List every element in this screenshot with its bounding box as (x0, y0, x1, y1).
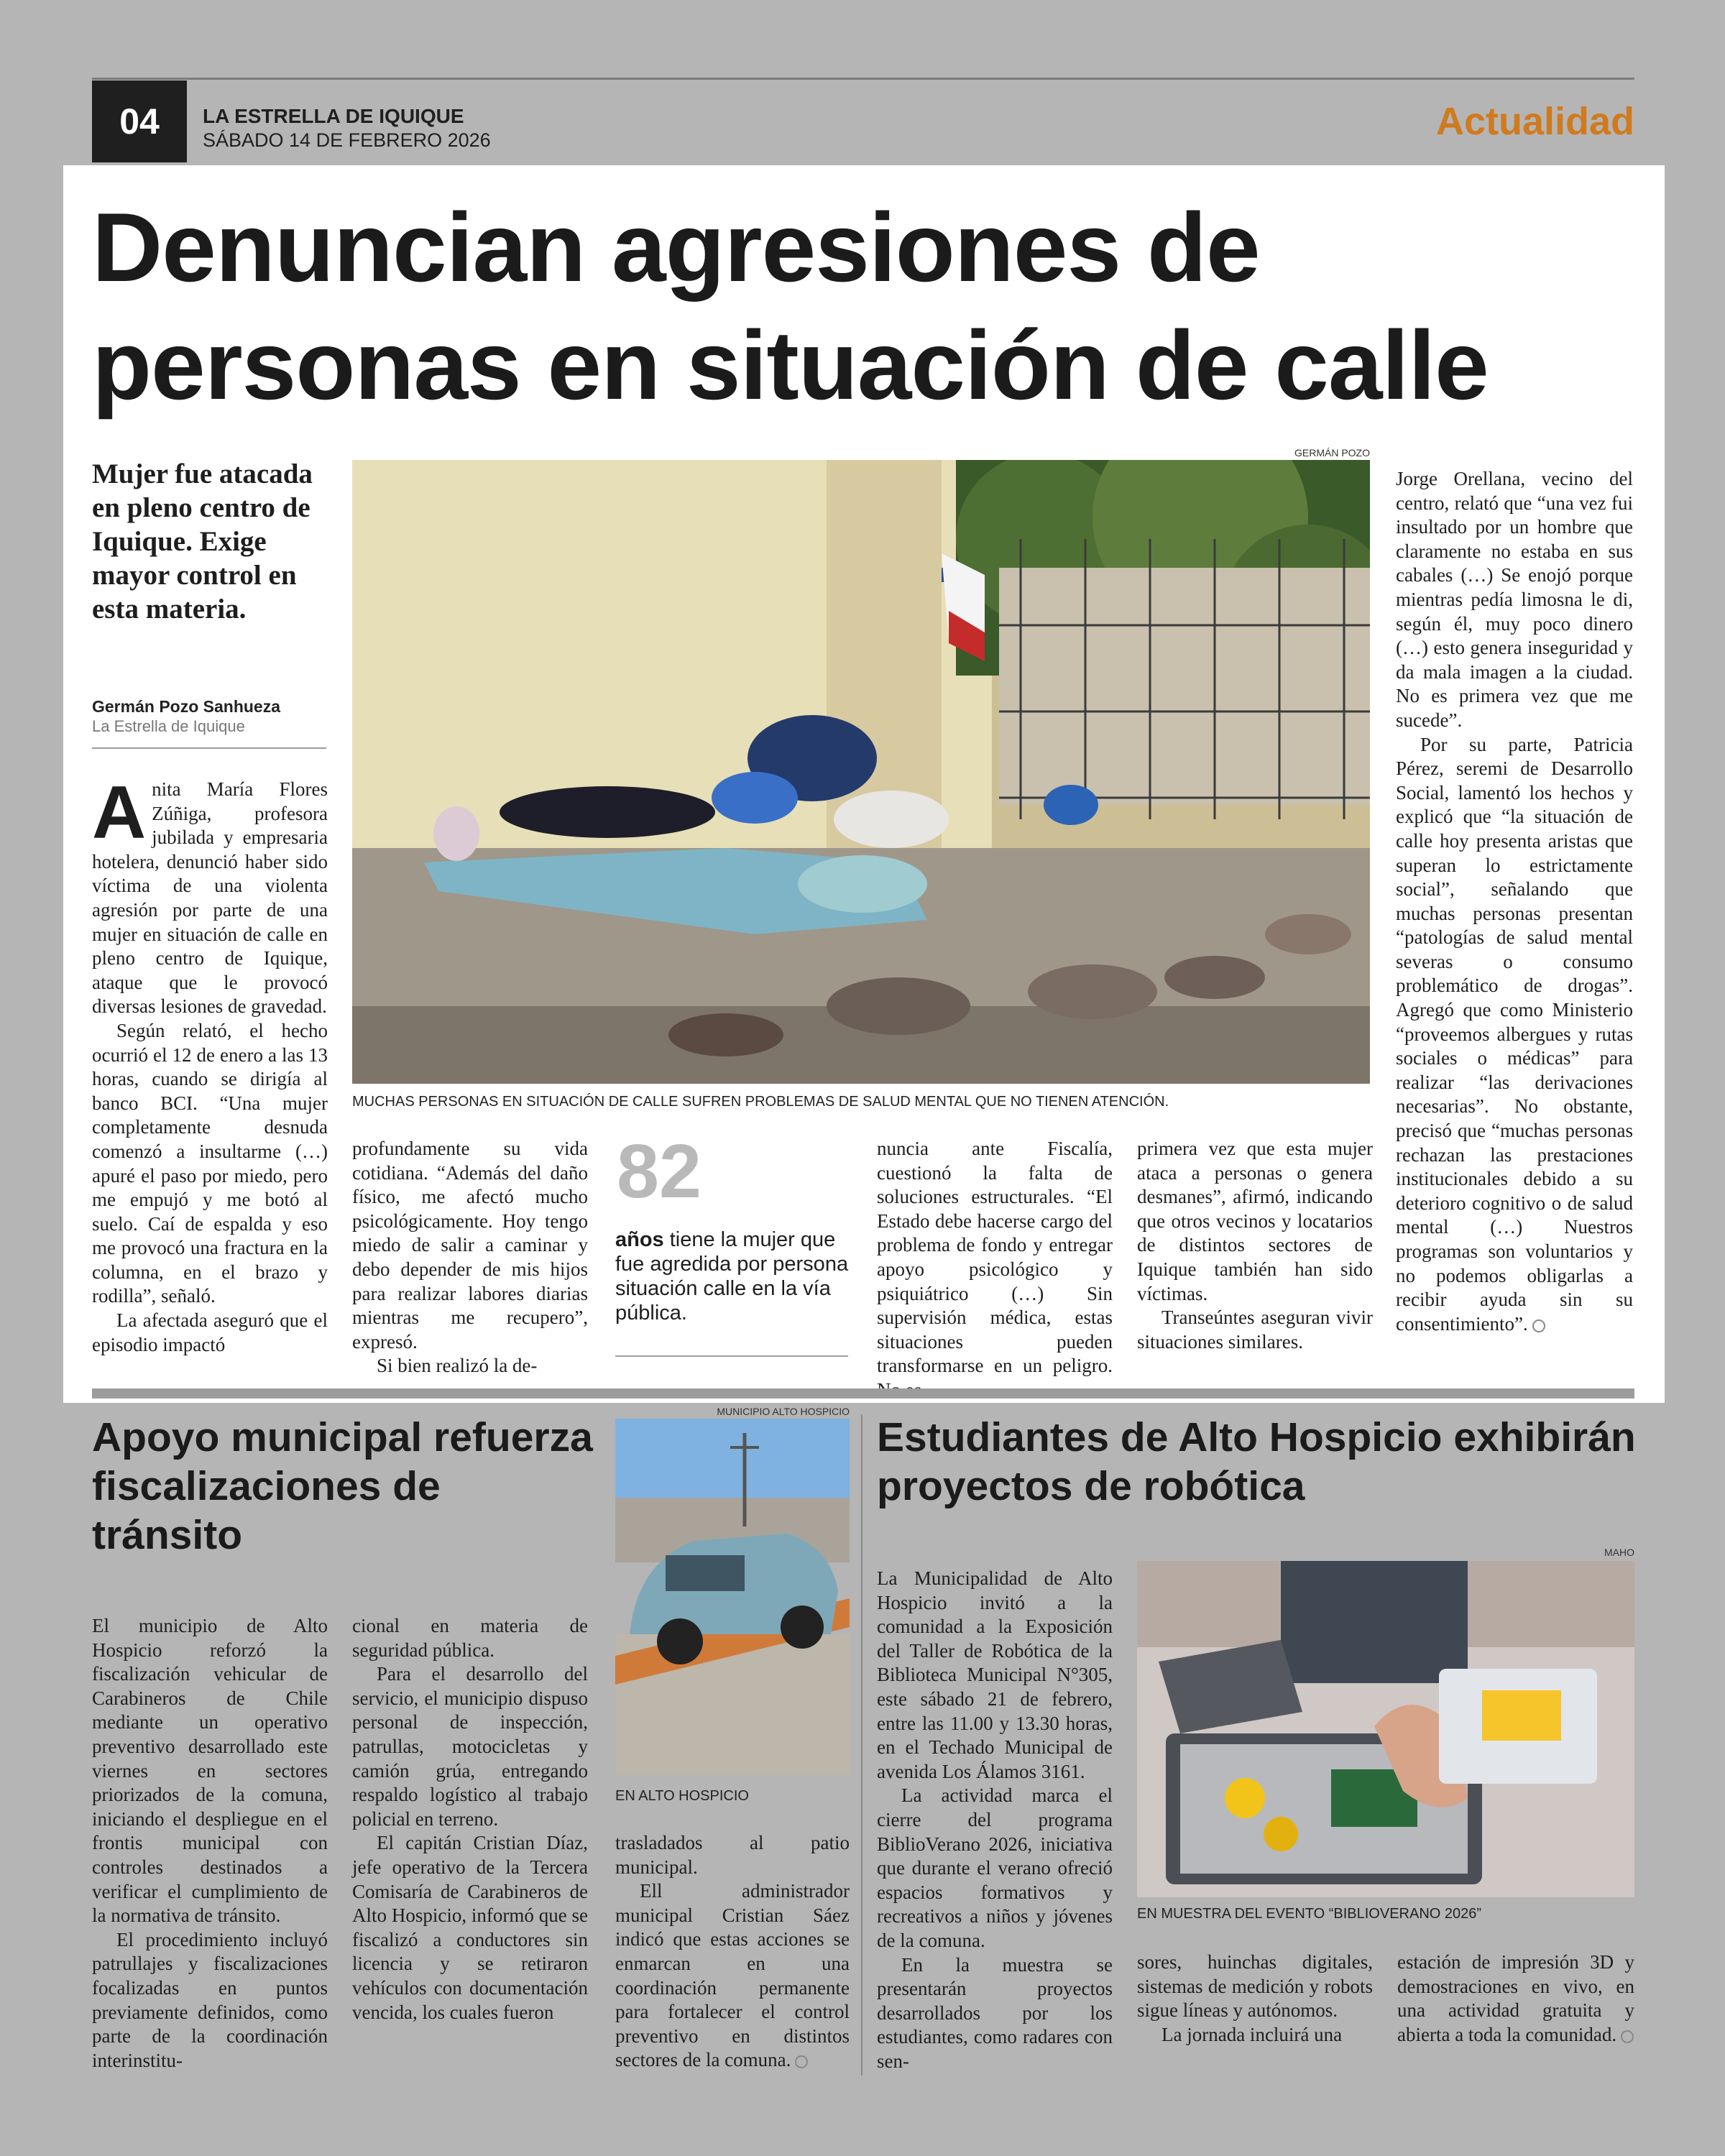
article3-column-1 (877, 1567, 1113, 2073)
a2-col2-paragraph-1: cional en materia de seguridad pública. (352, 1615, 588, 1661)
article2-photo-credit: MUNICIPIO ALTO HOSPICIO (717, 1406, 850, 1417)
a2-col2-paragraph-2: Para el desarrollo del servicio, el municipio dispuso personal de inspección, patrullas, motocicletas y camión grúa, entregando respaldo logístico al trabajo policial en terreno. (352, 1663, 588, 1830)
section-divider (92, 1388, 1634, 1399)
right-paragraph-2: Por su parte, Patricia Pérez, seremi de Desarrollo Social, lamentó los hechos y explicó que “la situación de calle hoy presenta aristas que superan lo estrictamente social”, señalando que muchas personas presentan “patologías de salud mental severas o consumo problemático de drogas”. Agregó que como Ministerio “proveemos albergues y rutas sociales o médicas” para realizar “las derivaciones necesarias”. No obstante, precisó que “muchas personas rechazan las prestaciones institucionales debido a su deterioro cognitivo o de salud mental (…) Nuestros programas son voluntarios y no podemos obligarlas a recibir ayuda sin su consentimiento”. (1396, 733, 1633, 1335)
article3-column-3 (1397, 1950, 1634, 2047)
stat-number: 82 (617, 1129, 702, 1214)
main-column-right (1396, 467, 1633, 1336)
article2-headline: Apoyo municipal refuerza fiscalizaciones de tránsito (92, 1414, 593, 1558)
end-mark-icon (1532, 1319, 1545, 1332)
article2-photo-caption: EN ALTO HOSPICIO (615, 1788, 749, 1804)
page-number: 04 (92, 80, 187, 162)
author-org: La Estrella de Iquique (92, 717, 245, 735)
photo-credit: GERMÁN POZO (1294, 447, 1370, 459)
stat-rule (615, 1355, 848, 1357)
section-label: Actualidad (1435, 100, 1634, 143)
a3-col3-paragraph-1: estación de impresión 3D y demostraciones en vivo, en una actividad gratuita y abierta a toda la comunidad. (1397, 1951, 1634, 2045)
issue-date: SÁBADO 14 DE FEBRERO 2026 (203, 129, 491, 151)
article3-column-2 (1137, 1950, 1373, 2047)
main-column-5 (1137, 1137, 1373, 1354)
a2-col1-paragraph-1: El municipio de Alto Hospicio reforzó la fiscalización vehicular de Carabineros de Chile mediante un operativo preventivo desarrollado este viernes en sectores priorizados de la comuna, iniciando el despliegue en el frontis municipal con controles destinados a verificar el cumplimiento de la normativa de tránsito. (92, 1615, 328, 1927)
robotics-kit-image (1137, 1561, 1634, 1897)
street-scene-image (352, 460, 1370, 1084)
article3-headline: Estudiantes de Alto Hospicio exhibirán proyectos de robótica (877, 1414, 1636, 1509)
tow-truck-car-image (615, 1419, 850, 1775)
column-divider (861, 1414, 862, 2076)
drop-cap: A (92, 771, 147, 854)
col5-paragraph-1: primera vez que esta mujer ataca a personas o genera desmanes”, afirmó, indicando que otros vecinos y locatarios de distintos sectores de Iquique también han sido víctimas. (1137, 1138, 1373, 1304)
a3-col1-paragraph-3: En la muestra se presentarán proyectos desarrollados por los estudiantes, como radares con sen- (877, 1953, 1113, 2072)
stat-body: tiene la mujer que fue agredida por persona situación calle en la vía pública. (615, 1228, 849, 1325)
stat-text (615, 1227, 851, 1325)
end-mark-icon (795, 2055, 808, 2068)
a2-col3-paragraph-2: Ell administrador municipal Cristian Sáez indicó que estas acciones se enmarcan en una coordinación permanente para fortalecer el control preventivo en distintos sectores de la comuna. (615, 1880, 850, 2071)
stat-bold: años (615, 1228, 664, 1251)
col1-paragraph-2: Según relató, el hecho ocurrió el 12 de enero a las 13 horas, cuando se dirigía al banco BCI. “Una mujer completamente desnuda comenzó a insultarme (…) apuré el paso por miedo, pero me empujó y me botó al suelo. Caí de espalda y eso me provocó una fractura en la columna, en el brazo y rodilla”, señaló. (92, 1019, 328, 1307)
col1-first-paragraph: nita María Flores Zúñiga, profesora jubilada y empresaria hotelera, denunció haber sido víctima de una violenta agresión por parte de una mujer en situación de calle en pleno centro de Iquique, ataque que le provocó diversas lesiones de gravedad. (92, 778, 328, 1018)
a2-col3-paragraph-1: trasladados al patio municipal. (615, 1832, 850, 1878)
col1-paragraph-3: La afectada aseguró que el episodio impactó (92, 1309, 328, 1355)
article3-photo-caption: EN MUESTRA DEL EVENTO “BIBLIOVERANO 2026” (1137, 1906, 1482, 1922)
col2-paragraph-1: profundamente su vida cotidiana. “Además del daño físico, me afectó mucho psicológicamente. Hoy tengo miedo de salir a caminar y debo depender de mis hijos para realizar labores diarias mientras me recupero”, expresó. (352, 1138, 588, 1353)
a2-col2-paragraph-3: El capitán Cristian Díaz, jefe operativo de la Tercera Comisaría de Carabineros de Alto Hospicio, informó que se fiscalizó a conductores sin licencia y se retiraron vehículos con documentación vencida, los cuales fueron (352, 1832, 588, 2023)
a3-col1-paragraph-2: La actividad marca el cierre del programa BiblioVerano 2026, iniciativa que durante el verano ofreció espacios formativos y recreativos a niños y jóvenes de la comuna. (877, 1784, 1113, 1951)
paper-name: LA ESTRELLA DE IQUIQUE (203, 105, 464, 127)
end-mark-icon (1621, 2030, 1634, 2043)
a2-col1-paragraph-2: El procedimiento incluyó patrullajes y fiscalizaciones focalizadas en puntos previamente definidos, como parte de la coordinación interinstitu- (92, 1928, 328, 2071)
top-rule (92, 78, 1634, 80)
right-paragraph-1: Jorge Orellana, vecino del centro, relató que “una vez fui insultado por un hombre que claramente no estaba en sus cabales (…) Se enojó porque mientras pedía limosna le di, según él, muy poco dinero (…) esto genera inseguridad y da mala imagen a la ciudad. No es primera vez que me sucede”. (1396, 468, 1633, 731)
main-photo (352, 460, 1370, 1084)
article2-photo (615, 1419, 850, 1775)
col4-paragraph-1: nuncia ante Fiscalía, cuestionó la falta de soluciones estructurales. “El Estado debe hacerse cargo del problema de fondo y entregar apoyo psicológico y psiquiátrico (…) Sin supervisión médica, estas situaciones pueden transformarse en un peligro. (877, 1138, 1113, 1377)
article2-column-2 (352, 1614, 588, 2024)
photo-caption: MUCHAS PERSONAS EN SITUACIÓN DE CALLE SUFREN PROBLEMAS DE SALUD MENTAL QUE NO TIENEN ATENCIÓN. (352, 1094, 1169, 1110)
article3-photo-credit: MAHO (1604, 1547, 1634, 1558)
author: Germán Pozo Sanhueza (92, 697, 281, 716)
article2-column-1 (92, 1614, 328, 2073)
col2-paragraph-2: Si bien realizó la de- (377, 1355, 538, 1377)
a3-col2-paragraph-2: La jornada incluirá una (1162, 2023, 1343, 2045)
a3-col1-paragraph-1: La Municipalidad de Alto Hospicio invitó a la comunidad a la Exposición del Taller de Robótica de la Biblioteca Municipal N°305, este sábado 21 de febrero, entre las 11.00 y 13.30 horas, en el Techado Municipal de avenida Los Álamos 3161. (877, 1567, 1113, 1782)
headline: Denuncian agresiones de personas en situación de calle (92, 193, 1489, 420)
main-column-2 (352, 1137, 588, 1378)
article2-column-3 (615, 1831, 850, 2073)
col5-paragraph-2: Transeúntes aseguran vivir situaciones similares. (1137, 1307, 1373, 1353)
main-column-4 (877, 1137, 1113, 1403)
a3-col2-paragraph-1: sores, huinchas digitales, sistemas de medición y robots sigue líneas y autónomos. (1137, 1951, 1373, 2022)
byline-rule (92, 747, 326, 749)
main-column-1 (92, 771, 328, 1357)
article3-photo (1137, 1561, 1634, 1897)
lead-text: Mujer fue atacada en pleno centro de Iquique. Exige mayor control en esta materia. (92, 459, 313, 625)
